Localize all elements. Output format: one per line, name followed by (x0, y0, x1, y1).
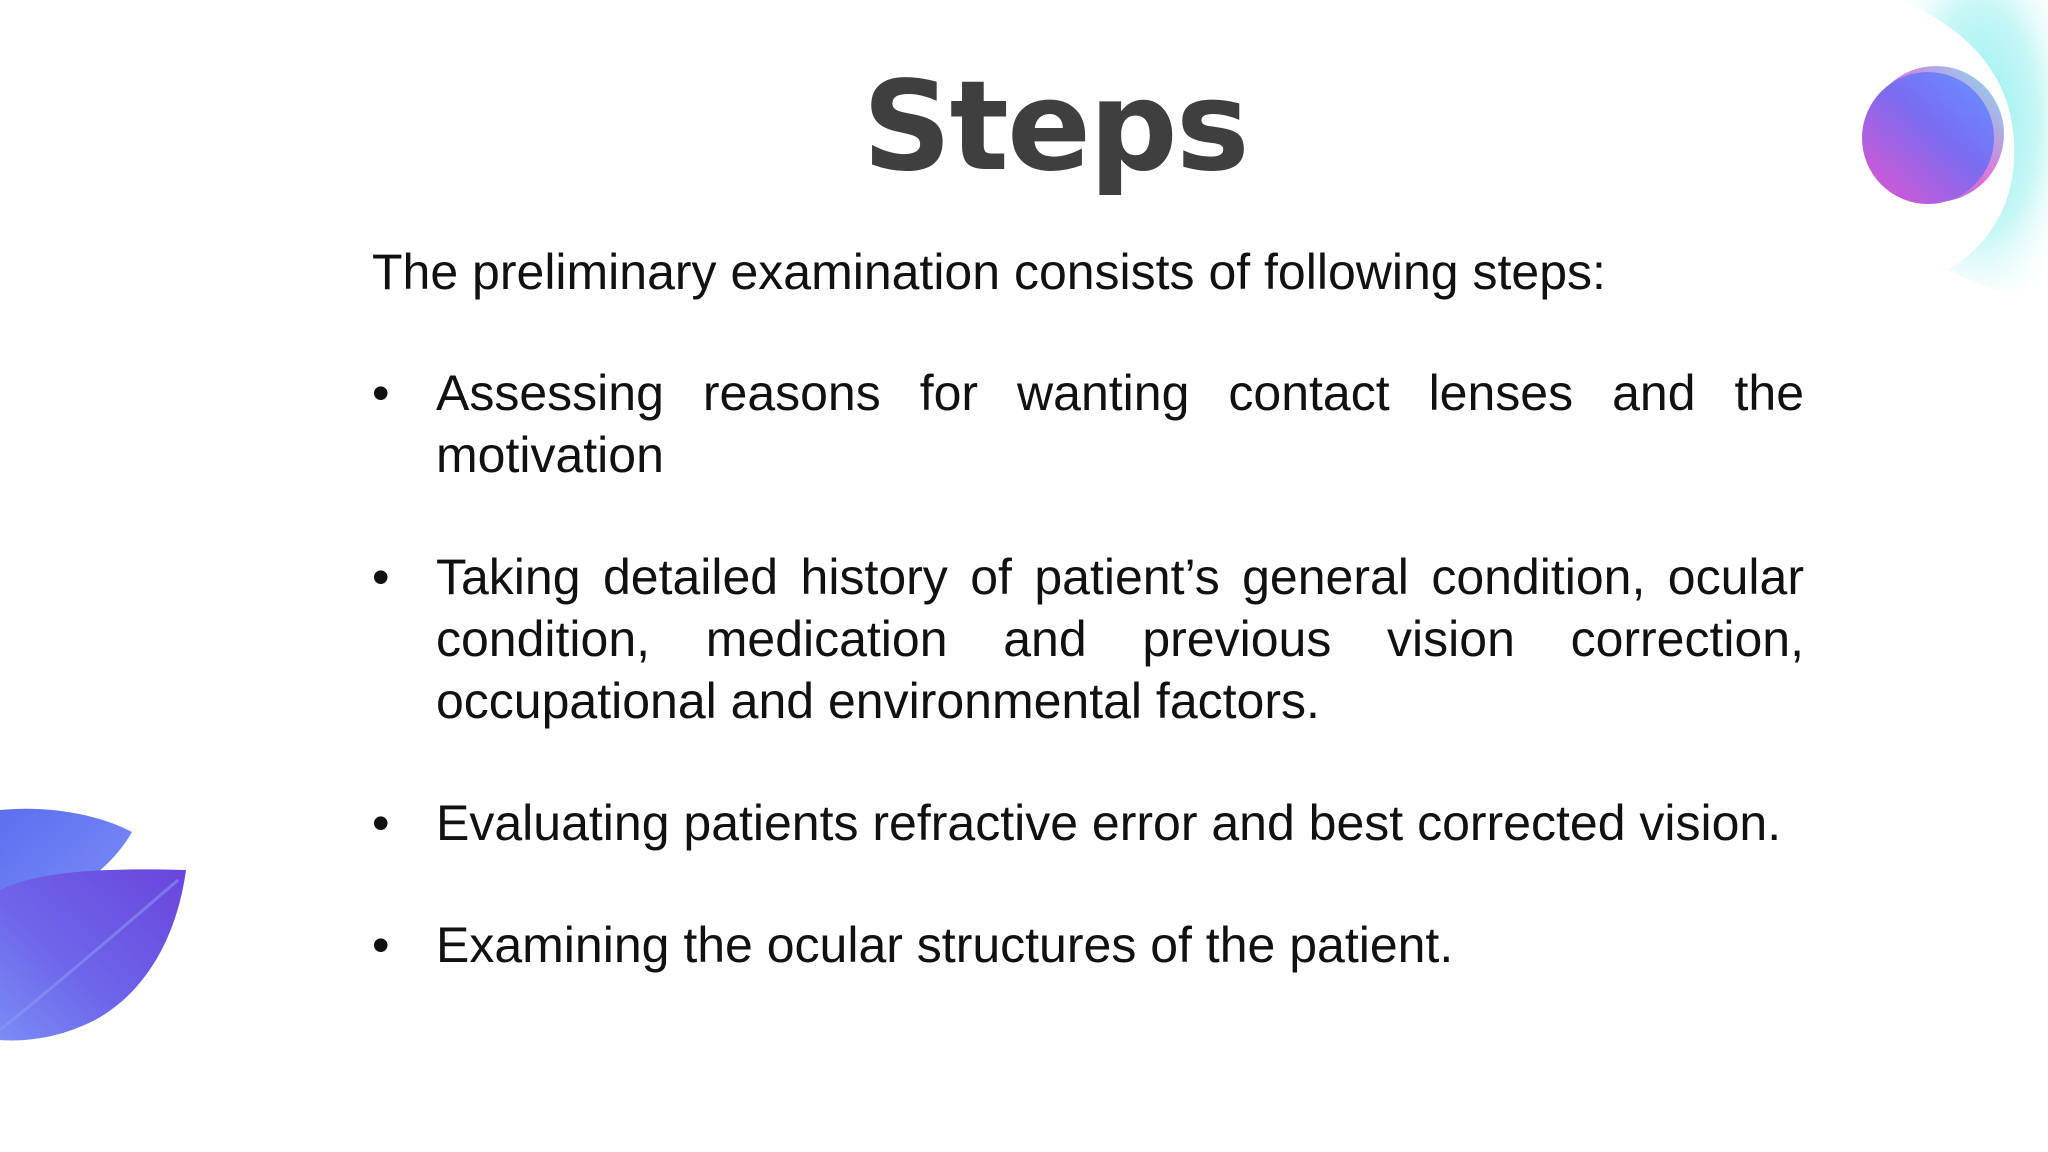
bullet-icon: • (372, 795, 390, 851)
slide-title: Steps (862, 55, 1248, 199)
bullet-icon: • (372, 365, 390, 421)
bullet-text: Evaluating patients refractive error and best corrected vision. (436, 795, 1782, 851)
list-item (372, 792, 1804, 854)
list-item (372, 914, 1804, 976)
decorative-leaf-shape (0, 790, 200, 1070)
list-item (372, 546, 1804, 732)
bullet-text: Examining the ocular structures of the patient. (436, 917, 1454, 973)
intro-text: The preliminary examination consists of following steps: (372, 244, 1606, 300)
bullet-list (372, 362, 1804, 976)
bullet-icon: • (372, 549, 390, 605)
slide-body (372, 240, 1804, 976)
bullet-text: Assessing reasons for wanting contact lenses and the motivation (436, 365, 1804, 483)
bullet-text: Taking detailed history of patient’s general condition, ocular condition, medication and previous vision correction, occupational and environmental factors. (436, 549, 1804, 729)
bullet-icon: • (372, 917, 390, 973)
list-item (372, 362, 1804, 486)
